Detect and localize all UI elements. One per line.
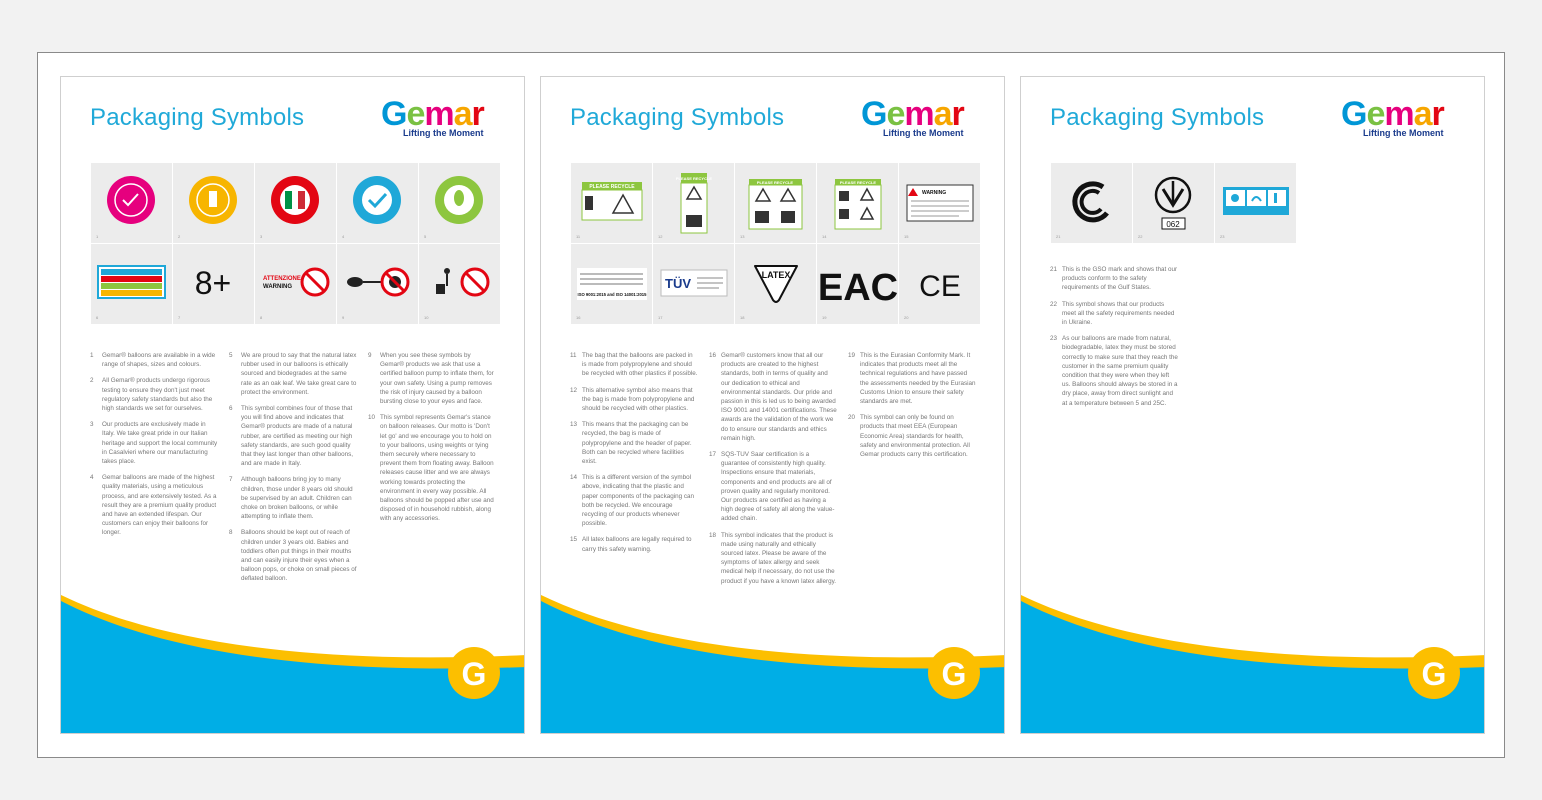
symbol-cell [653, 163, 734, 243]
svg-text:PLEASE RECYCLE: PLEASE RECYCLE [756, 180, 794, 185]
symbol-number: 18 [740, 315, 745, 320]
symbol-cell [91, 163, 172, 243]
symbol-number: 9 [342, 315, 345, 320]
symbol-cell [1215, 163, 1296, 243]
page-3 [1020, 76, 1485, 734]
symbol-number: 5 [424, 234, 427, 239]
symbol-cell [173, 163, 254, 243]
svg-text:PLEASE RECYCLE: PLEASE RECYCLE [675, 176, 713, 181]
symbol-number: 16 [576, 315, 581, 320]
full-assortment-badge-icon [91, 163, 172, 243]
ce-mark-icon [899, 244, 980, 324]
symbol-number: 2 [178, 234, 181, 239]
no-mouth-inflation-icon [337, 244, 418, 324]
symbol-cell [337, 244, 418, 324]
svg-text:G: G [941, 656, 967, 692]
no-litter-icon [419, 244, 500, 324]
please-recycle-pp-pap-icon [735, 163, 816, 243]
svg-text:LATEX: LATEX [761, 270, 791, 280]
made-in-italy-badge-icon [255, 163, 336, 243]
description-item: 9 When you see these symbols by Gemar® products we ask that use a certified balloon pump to inflate them, for your own safety. Using a pump removes the risk of injury caused by a balloon bursting close to your eyes and face. [368, 352, 494, 406]
description-item: 17 SQS-TUV Saar certification is a guarantee of consistently high quality. Inspections ensure that materials, components and end products are all of proven quality and regularly monitored. Our products are certified as having a high degree of safety all along the value-added chain. [709, 451, 835, 523]
symbol-cell [899, 244, 980, 324]
symbol-cell [571, 163, 652, 243]
description-column [229, 351, 357, 591]
description-item: 16 Gemar® customers know that all our products are created to the highest standards, both in terms of quality and our dedication to ethical and environmental standards. Our pride and passion in this is led us to being awarded ISO 9001 and 14001 certifications. These awards are the validation of the work we do to ensure our standards and ethics remain high. [709, 352, 837, 442]
symbol-number: 7 [178, 315, 181, 320]
description-item: 15 All latex balloons are legally required to carry this safety warning. [570, 536, 692, 553]
symbol-cell [173, 244, 254, 324]
svg-text:PLEASE RECYCLE: PLEASE RECYCLE [839, 180, 877, 185]
description-column [90, 351, 218, 545]
symbol-cell [255, 163, 336, 243]
description-item: 23 As our balloons are made from natural, biodegradable, latex they must be stored correctly to make sure that they reach the customer in the same premium quality condition that they were when they left us. Balloons should always be stored in a dry place, away from direct sunlight and at a temperature between 5 and 25C. [1050, 335, 1178, 407]
logo-tagline: Lifting the Moment [883, 128, 964, 138]
symbol-number: 23 [1220, 234, 1225, 239]
logo-wordmark: Gemar [1341, 95, 1444, 133]
symbol-number: 12 [658, 234, 663, 239]
certified-product-badge-icon [173, 163, 254, 243]
warning-label-icon [899, 163, 980, 243]
description-item: 8 Balloons should be kept out of reach of children under 3 years old. Babies and toddlers often put things in their mouths and can easily injure their eyes when a balloon pops, or choke on small pieces of deflated balloon. [229, 529, 357, 583]
symbol-number: 8 [260, 315, 263, 320]
symbol-number: 4 [342, 234, 345, 239]
symbol-cell [817, 244, 898, 324]
description-item: 4 Gemar balloons are made of the highest quality materials, using a meticulous process, and are extensively tested. As a result they are a premium quality product and have an extended lifespan. Our customers can enjoy their balloons for longer. [90, 474, 217, 537]
footer-wave [1021, 573, 1485, 733]
symbol-number: 10 [424, 315, 429, 320]
logo-wordmark: Gemar [861, 95, 964, 133]
eac-mark-icon [817, 244, 898, 324]
description-item: 6 This symbol combines four of those that you will find above and indicates that Gemar® products are made of a natural rubber, are certified as meeting our high safety standards, are such good quality that they last longer than other balloons, and are made in Italy. [229, 405, 354, 468]
gemar-logo [381, 95, 501, 141]
description-column [709, 351, 837, 593]
latex-triangle-icon [735, 244, 816, 324]
symbol-number: 15 [904, 234, 909, 239]
page-title: Packaging Symbols [90, 104, 305, 131]
tuv-saar-icon [653, 244, 734, 324]
svg-text:G: G [1421, 656, 1447, 692]
symbol-cell [419, 244, 500, 324]
symbol-number: 22 [1138, 234, 1143, 239]
footer-wave [541, 573, 1005, 733]
symbol-cell [1051, 163, 1132, 243]
svg-text:ISO 9001:2015 and ISO 14001:20: ISO 9001:2015 and ISO 14001:2015 [577, 292, 647, 297]
logo-tagline: Lifting the Moment [403, 128, 484, 138]
symbol-cell [255, 244, 336, 324]
symbol-number: 1 [96, 234, 99, 239]
symbol-cell [419, 163, 500, 243]
description-item: 11 The bag that the balloons are packed in is made from polypropylene and should be recycled with other plastics if possible. [570, 352, 698, 378]
footer-wave [61, 573, 525, 733]
logo-tagline: Lifting the Moment [1363, 128, 1444, 138]
page-2 [540, 76, 1005, 734]
description-item: 20 This symbol can only be found on products that meet EEA (European Economic Area) standards for health, safety and environmental protection. All Gemar products carry this certification. [848, 414, 970, 459]
svg-text:PLEASE RECYCLE: PLEASE RECYCLE [589, 184, 635, 190]
please-recycle-vertical-icon [653, 163, 734, 243]
symbol-cell [899, 163, 980, 243]
page-1 [60, 76, 525, 734]
description-item: 10 This symbol represents Gemar's stance on balloon releases. Our motto is 'Don't let go' and we encourage you to hold on to your balloons, using weights or tying them securely where necessary to prevent them from floating away. Balloon releases cause litter and we are always working towards protecting the environment in every way possible. All balloons should be popped after use and disposed of in household rubbish, along with any accessories. [368, 414, 494, 523]
label-strip-icon [91, 244, 172, 324]
svg-text:062: 062 [1166, 220, 1180, 229]
age-eight-plus-icon [173, 244, 254, 324]
logo-wordmark: Gemar [381, 95, 484, 133]
svg-text:WARNING: WARNING [922, 190, 947, 196]
symbol-cell [1133, 163, 1214, 243]
storage-conditions-icon [1215, 163, 1296, 243]
description-column [848, 351, 976, 466]
svg-text:TÜV: TÜV [665, 276, 691, 291]
description-item: 22 This symbol shows that our products meet all the safety requirements needed in Ukraine. [1050, 300, 1175, 327]
symbol-cell [91, 244, 172, 324]
symbol-number: 11 [576, 234, 581, 239]
description-item: 13 This means that the packaging can be recycled, the bag is made of polypropylene and the header of paper. Both can be recycled where facilities exist. [570, 421, 692, 466]
svg-text:WARNING: WARNING [263, 284, 292, 290]
svg-text:ATTENZIONE: ATTENZIONE [263, 276, 301, 282]
iso-certification-icon [571, 244, 652, 324]
description-item: 5 We are proud to say that the natural latex rubber used in our balloons is ethically sourced and biodegrades at the same rate as an oak leaf. We take great care to protect the environment. [229, 352, 357, 396]
description-column [570, 351, 698, 561]
description-item: 18 This symbol indicates that the product is made using naturally and ethically sourced latex. Please be aware of the symptoms of latex allergy and seek medical help if necessary, do not use the product if you have a known latex allergy. [709, 531, 837, 585]
choking-warning-icon [255, 244, 336, 324]
description-column [1050, 265, 1178, 415]
symbol-number: 14 [822, 234, 827, 239]
description-item: 21 This is the GSO mark and shows that our products conform to the safety requirements of the Gulf States. [1050, 266, 1178, 292]
symbol-number: 6 [96, 315, 99, 320]
gso-mark-icon [1051, 163, 1132, 243]
svg-text:G: G [461, 656, 487, 692]
please-recycle-variant-icon [817, 163, 898, 243]
gemar-logo [861, 95, 981, 141]
ukraine-conformity-icon [1133, 163, 1214, 243]
page-title: Packaging Symbols [570, 104, 785, 131]
symbol-number: 3 [260, 234, 263, 239]
svg-text:EAC: EAC [817, 267, 898, 309]
symbol-cell [817, 163, 898, 243]
symbol-cell [653, 244, 734, 324]
symbol-number: 13 [740, 234, 745, 239]
description-item: 19 This is the Eurasian Conformity Mark. It indicates that products meet all the technical regulations and have passed the assessments needed by the Eurasian Customs Union to ensure their safety standards are met. [848, 352, 976, 406]
please-recycle-bag-pp-icon [571, 163, 652, 243]
premium-balloons-badge-icon [337, 163, 418, 243]
symbol-number: 17 [658, 315, 663, 320]
symbol-number: 19 [822, 315, 827, 320]
symbol-cell [735, 163, 816, 243]
description-item: 7 Although balloons bring joy to many children, those under 8 years old should be supervised by an adult. Children can choke on broken balloons, or while attempting to inflate them. [229, 476, 353, 521]
symbol-cell [337, 163, 418, 243]
description-item: 1 Gemar® balloons are available in a wide range of shapes, sizes and colours. [90, 352, 216, 369]
description-item: 12 This alternative symbol also means that the bag is made from polypropylene and should be recycled with other plastics. [570, 386, 695, 413]
description-item: 2 All Gemar® products undergo rigorous testing to ensure they don't just meet regulatory safety standards but also the high standards we set for ourselves. [90, 377, 213, 413]
page-title: Packaging Symbols [1050, 104, 1265, 131]
svg-text:8+: 8+ [194, 265, 232, 301]
description-item: 3 Our products are exclusively made in Italy. We take great pride in our Italian heritage and support the local community in Casalvieri where our manufacturing takes place. [90, 421, 218, 466]
gemar-logo [1341, 95, 1461, 141]
symbol-number: 21 [1056, 234, 1061, 239]
symbol-cell [735, 244, 816, 324]
svg-text:CE: CE [919, 270, 961, 303]
description-column [368, 351, 496, 531]
symbol-cell [571, 244, 652, 324]
description-item: 14 This is a different version of the symbol above, indicating that the plastic and paper components of the packaging can both be recycled. We encourage recycling of our products whenever possible. [570, 474, 695, 528]
natural-rubber-badge-icon [419, 163, 500, 243]
symbol-number: 20 [904, 315, 909, 320]
